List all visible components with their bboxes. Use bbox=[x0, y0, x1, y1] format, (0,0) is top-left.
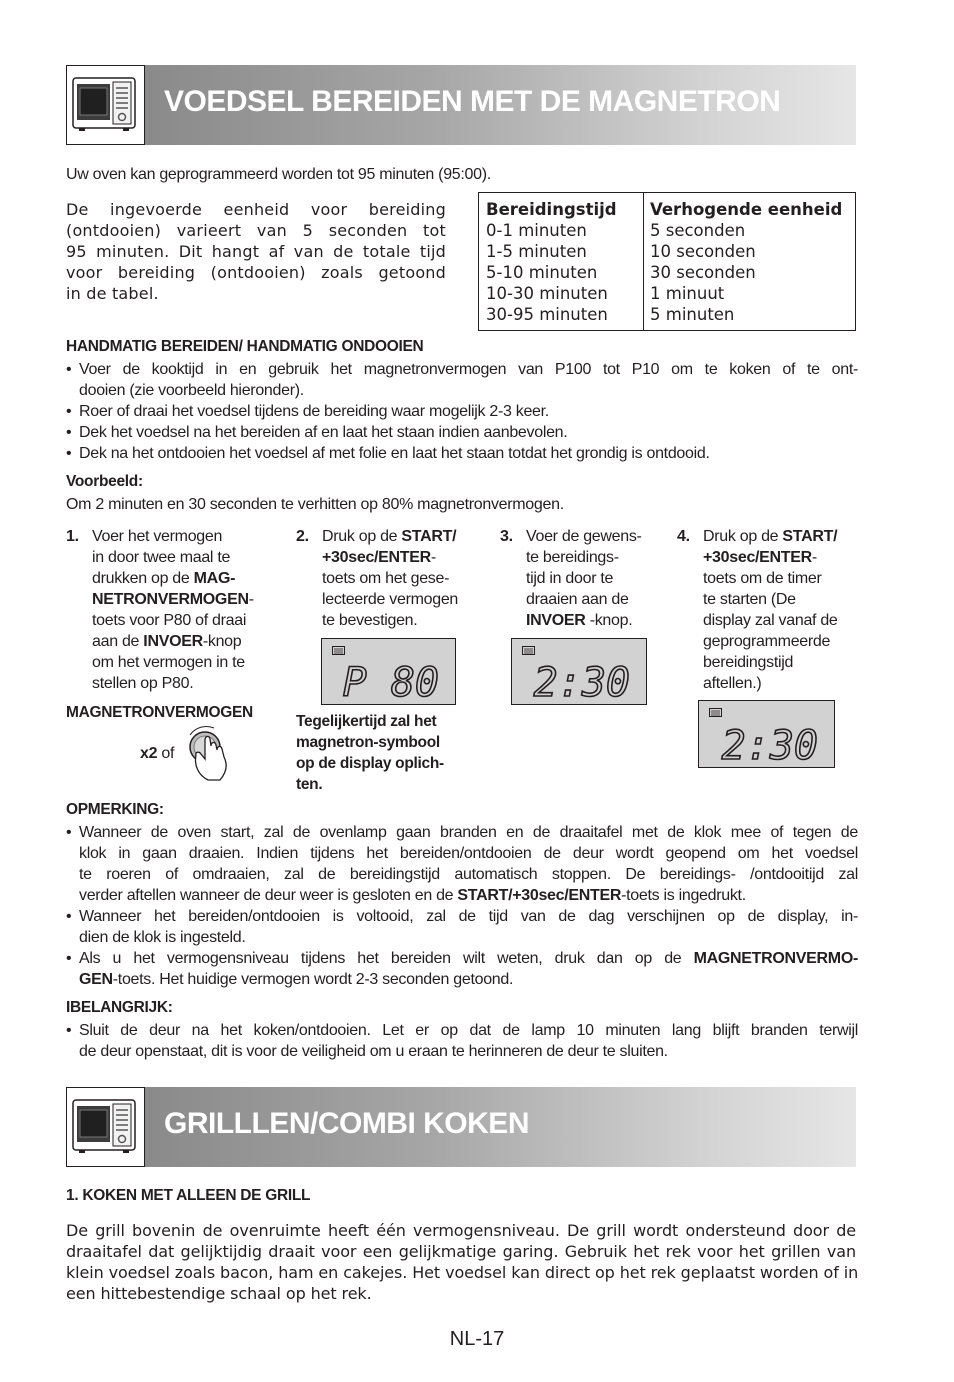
display-digits-power bbox=[331, 660, 441, 700]
list-item bbox=[66, 822, 858, 906]
text-run: de deur openstaat, dit is voor de veiligheid om u eraan te herinneren de deur te sluiten. bbox=[79, 1043, 668, 1060]
table-header-increment: Verhogende eenheid bbox=[650, 200, 843, 219]
table-cell: 1 minuut bbox=[650, 284, 725, 303]
text-line bbox=[526, 526, 642, 547]
text-line bbox=[703, 652, 838, 673]
text-run: aan de bbox=[92, 633, 144, 650]
text-run: -toets is ingedrukt. bbox=[621, 887, 746, 904]
text-run: draaien aan de bbox=[526, 591, 629, 608]
text-line bbox=[92, 589, 254, 610]
bold-text: +30sec/ENTER bbox=[322, 549, 431, 566]
list-item bbox=[66, 1020, 858, 1062]
text-run: toets voor P80 of draai bbox=[92, 612, 247, 629]
important-heading: IBELANGRIJK: bbox=[66, 999, 173, 1016]
press-count-text bbox=[140, 743, 174, 764]
table-cells-time bbox=[486, 220, 642, 325]
text-run: stellen op P80. bbox=[92, 675, 194, 692]
section-header-microwave bbox=[66, 65, 856, 145]
table-cell: 10 seconden bbox=[650, 242, 756, 261]
example-heading: Voorbeeld: bbox=[66, 473, 143, 490]
text-run: Voer de gewens- bbox=[526, 528, 642, 545]
text-line bbox=[92, 673, 254, 694]
text-run: lecteerde vermogen bbox=[322, 591, 459, 608]
important-bullet-list bbox=[66, 1020, 858, 1062]
remark-heading: OPMERKING: bbox=[66, 801, 164, 818]
text-run: toets om het gese- bbox=[322, 570, 450, 587]
text-run: in door twee maal te bbox=[92, 549, 231, 566]
text-line bbox=[526, 610, 642, 631]
text-line bbox=[92, 652, 254, 673]
microwave-symbol-icon bbox=[709, 708, 722, 717]
text-line bbox=[322, 589, 458, 610]
text-run: klok in gaan draaien. Indien tijdens het bereiden/ontdooien de deur wordt geopend om het voedsel bbox=[79, 845, 858, 862]
text-line bbox=[79, 1041, 858, 1062]
text-line bbox=[526, 568, 642, 589]
microwave-symbol-icon bbox=[332, 646, 345, 655]
step-text bbox=[526, 526, 642, 631]
text-line bbox=[79, 927, 858, 948]
text-line bbox=[79, 969, 858, 990]
text-line bbox=[79, 948, 858, 969]
section-title: VOEDSEL BEREIDEN MET DE MAGNETRON bbox=[164, 85, 781, 118]
section-title: GRILLLEN/COMBI KOKEN bbox=[164, 1107, 529, 1140]
text-line bbox=[703, 673, 838, 694]
text-run: -knop. bbox=[585, 612, 633, 629]
power-button-label: MAGNETRONVERMOGEN bbox=[66, 704, 253, 721]
text-line: • Dek het voedsel na het bereiden af en laat het staan indien aanbevolen. bbox=[79, 424, 568, 441]
bold-text: START/ bbox=[401, 528, 457, 545]
text-run: drukken op de bbox=[92, 570, 194, 587]
text-line bbox=[92, 610, 254, 631]
text-line bbox=[92, 526, 254, 547]
display-digits-countdown bbox=[720, 723, 820, 763]
display-panel-countdown bbox=[698, 700, 835, 768]
intro-text: Uw oven kan geprogrammeerd worden tot 95 minuten (95:00). bbox=[66, 166, 491, 183]
text-line bbox=[92, 568, 254, 589]
table-header-time: Bereidingstijd bbox=[486, 200, 617, 219]
text-run: tijd in door te bbox=[526, 570, 614, 587]
text-line: voor bereiding (ontdooien) zoals getoond bbox=[66, 263, 446, 282]
text-line bbox=[703, 631, 838, 652]
text-line bbox=[79, 906, 858, 927]
text-run: display zal vanaf de bbox=[703, 612, 838, 629]
microwave-icon bbox=[66, 1087, 145, 1167]
step-text bbox=[322, 526, 458, 631]
bold-text: INVOER bbox=[143, 633, 203, 650]
text-line: De grill bovenin de ovenruimte heeft één vermogensniveau. De grill wordt ondersteund door de bbox=[66, 1221, 856, 1240]
text-line bbox=[322, 547, 458, 568]
bold-text: INVOER bbox=[526, 612, 586, 629]
microwave-symbol-icon bbox=[522, 646, 535, 655]
table-cell: 1-5 minuten bbox=[486, 242, 587, 261]
text-line bbox=[322, 526, 458, 547]
text-line bbox=[526, 589, 642, 610]
press-count: x2 bbox=[140, 745, 158, 762]
section-header-grill bbox=[66, 1087, 856, 1167]
text-run: - bbox=[430, 549, 436, 566]
text-run: aftellen.) bbox=[703, 675, 762, 692]
text-line bbox=[79, 1020, 858, 1041]
text-line bbox=[79, 864, 858, 885]
step-number: 4. bbox=[677, 528, 690, 545]
unit-paragraph bbox=[66, 199, 446, 304]
text-run: -knop bbox=[202, 633, 242, 650]
text-line: magnetron-symbool bbox=[296, 734, 440, 751]
time-increment-table bbox=[478, 192, 856, 331]
table-cells-increment bbox=[650, 220, 855, 325]
step-number: 3. bbox=[500, 528, 513, 545]
list-item bbox=[66, 443, 858, 464]
table-cell: 10-30 minuten bbox=[486, 284, 608, 303]
text-run: Als u het vermogensniveau tijdens het bereiden wilt weten, druk dan op de bbox=[79, 950, 694, 967]
text-run: bereidingstijd bbox=[703, 654, 794, 671]
table-column-divider bbox=[643, 193, 644, 330]
text-run: te roeren of omdraaien, zal de bereidingstijd automatisch stoppen. De bereidings- /ontdooitijd zal bbox=[79, 866, 858, 883]
text-run: te starten (De bbox=[703, 591, 796, 608]
text-run: toets om de timer bbox=[703, 570, 822, 587]
text-run: dien de klok is ingesteld. bbox=[79, 929, 246, 946]
list-item bbox=[66, 359, 858, 401]
text-line bbox=[79, 885, 858, 906]
text-line bbox=[703, 526, 838, 547]
text-line bbox=[92, 547, 254, 568]
table-column-increment bbox=[650, 199, 855, 325]
list-item bbox=[66, 422, 858, 443]
text-line bbox=[703, 589, 838, 610]
text-run: te bereidings- bbox=[526, 549, 619, 566]
text-line bbox=[92, 631, 254, 652]
text-run: Sluit de deur na het koken/ontdooien. Let er op dat de lamp 10 minuten lang blijft branden terwijl bbox=[79, 1022, 858, 1039]
text-line: in de tabel. bbox=[66, 284, 159, 303]
list-item bbox=[66, 401, 858, 422]
display-panel-power bbox=[321, 638, 456, 705]
display-digits-time bbox=[532, 660, 632, 700]
bold-text: START/+30sec/ENTER bbox=[457, 887, 622, 904]
text-line bbox=[79, 843, 858, 864]
table-cell: 5-10 minuten bbox=[486, 263, 598, 282]
display-note bbox=[296, 711, 486, 795]
paragraph-lines bbox=[66, 199, 446, 304]
list-item bbox=[66, 906, 858, 948]
list-item bbox=[66, 948, 858, 990]
display-readout: 2:30 bbox=[533, 660, 630, 700]
bold-text: NETRONVERMOGEN bbox=[92, 591, 249, 608]
text-run: om het vermogen in te bbox=[92, 654, 245, 671]
text-line bbox=[703, 547, 838, 568]
text-run: Druk op de bbox=[322, 528, 402, 545]
step-text bbox=[703, 526, 838, 694]
text-line bbox=[79, 822, 858, 843]
manual-bullet-list bbox=[66, 359, 858, 464]
text-run: Wanneer de oven start, zal de ovenlamp gaan branden en de draaitafel met de klok mee of tegen de bbox=[79, 824, 858, 841]
text-line: (ontdooien) varieert van 5 seconden tot bbox=[66, 221, 446, 240]
bold-text: MAGNETRONVERMO- bbox=[693, 950, 858, 967]
text-line bbox=[322, 568, 458, 589]
display-readout: P 80 bbox=[342, 660, 439, 700]
paragraph-lines bbox=[66, 1220, 859, 1304]
text-run: Druk op de bbox=[703, 528, 783, 545]
page-number: NL-17 bbox=[449, 1328, 505, 1350]
text-line bbox=[322, 610, 458, 631]
text-line bbox=[703, 568, 838, 589]
step-number: 1. bbox=[66, 528, 79, 545]
table-column-time bbox=[486, 199, 642, 325]
display-readout: 2:30 bbox=[721, 723, 818, 763]
table-cell: 30 seconden bbox=[650, 263, 756, 282]
text-line: draaitafel dat gelijktijdig draait voor een gelijkmatige garing. Gebruik het rek voor het grillen van bbox=[66, 1242, 856, 1261]
bold-text: GEN bbox=[79, 971, 113, 988]
text-line: Tegelijkertijd zal het bbox=[296, 713, 437, 730]
text-line: klein voedsel zoals bacon, ham en cakejes. Het voedsel kan direct op het rek geplaatst worden of in bbox=[66, 1263, 859, 1282]
bold-text: START/ bbox=[782, 528, 838, 545]
microwave-icon bbox=[66, 65, 145, 145]
text-line: 95 minuten. Dit hangt af van de totale tijd bbox=[66, 242, 446, 261]
grill-paragraph bbox=[66, 1220, 859, 1304]
bold-text: +30sec/ENTER bbox=[703, 549, 812, 566]
text-line: een hittebestendige schaal op het rek. bbox=[66, 1284, 372, 1303]
text-run: te bevestigen. bbox=[322, 612, 418, 629]
manual-heading: HANDMATIG BEREIDEN/ HANDMATIG ONDOOIEN bbox=[66, 338, 424, 355]
text-line: • Voer de kooktijd in en gebruik het magnetronvermogen van P100 tot P10 om te koken of te ont- bbox=[79, 361, 858, 378]
grill-subheading: 1. KOKEN MET ALLEEN DE GRILL bbox=[66, 1187, 311, 1204]
text-run: -toets. Het huidige vermogen wordt 2-3 seconden getoond. bbox=[112, 971, 514, 988]
text-line: op de display oplich- bbox=[296, 755, 444, 772]
example-text: Om 2 minuten en 30 seconden te verhitten op 80% magnetronvermogen. bbox=[66, 496, 564, 513]
table-cell: 5 seconden bbox=[650, 221, 746, 240]
display-panel-time bbox=[511, 638, 647, 705]
table-cell: 5 minuten bbox=[650, 305, 735, 324]
text-run: Voer het vermogen bbox=[92, 528, 223, 545]
text-line: De ingevoerde eenheid voor bereiding bbox=[66, 200, 446, 219]
text-run: verder aftellen wanneer de deur weer is gesloten en de bbox=[79, 887, 458, 904]
table-cell: 0-1 minuten bbox=[486, 221, 587, 240]
text-run: - bbox=[811, 549, 817, 566]
remark-bullet-list bbox=[66, 822, 858, 990]
step-text bbox=[92, 526, 254, 694]
bold-text: MAG- bbox=[193, 570, 236, 587]
knob-hand-icon bbox=[184, 725, 234, 783]
or-text: of bbox=[161, 745, 175, 762]
text-line bbox=[526, 547, 642, 568]
text-run: geprogrammeerde bbox=[703, 633, 831, 650]
text-line: • Roer of draai het voedsel tijdens de bereiding waar mogelijk 2-3 keer. bbox=[79, 403, 549, 420]
text-line: ten. bbox=[296, 776, 323, 793]
text-line bbox=[703, 610, 838, 631]
text-line: • Dek na het ontdooien het voedsel af met folie en laat het staan totdat het grondig is ontdooid. bbox=[79, 445, 710, 462]
step-number: 2. bbox=[296, 528, 309, 545]
text-line: dooien (zie voorbeeld hieronder). bbox=[79, 382, 304, 399]
text-run: - bbox=[248, 591, 254, 608]
text-run: Wanneer het bereiden/ontdooien is voltooid, zal de tijd van de dag verschijnen op de display, in- bbox=[79, 908, 858, 925]
table-cell: 30-95 minuten bbox=[486, 305, 608, 324]
